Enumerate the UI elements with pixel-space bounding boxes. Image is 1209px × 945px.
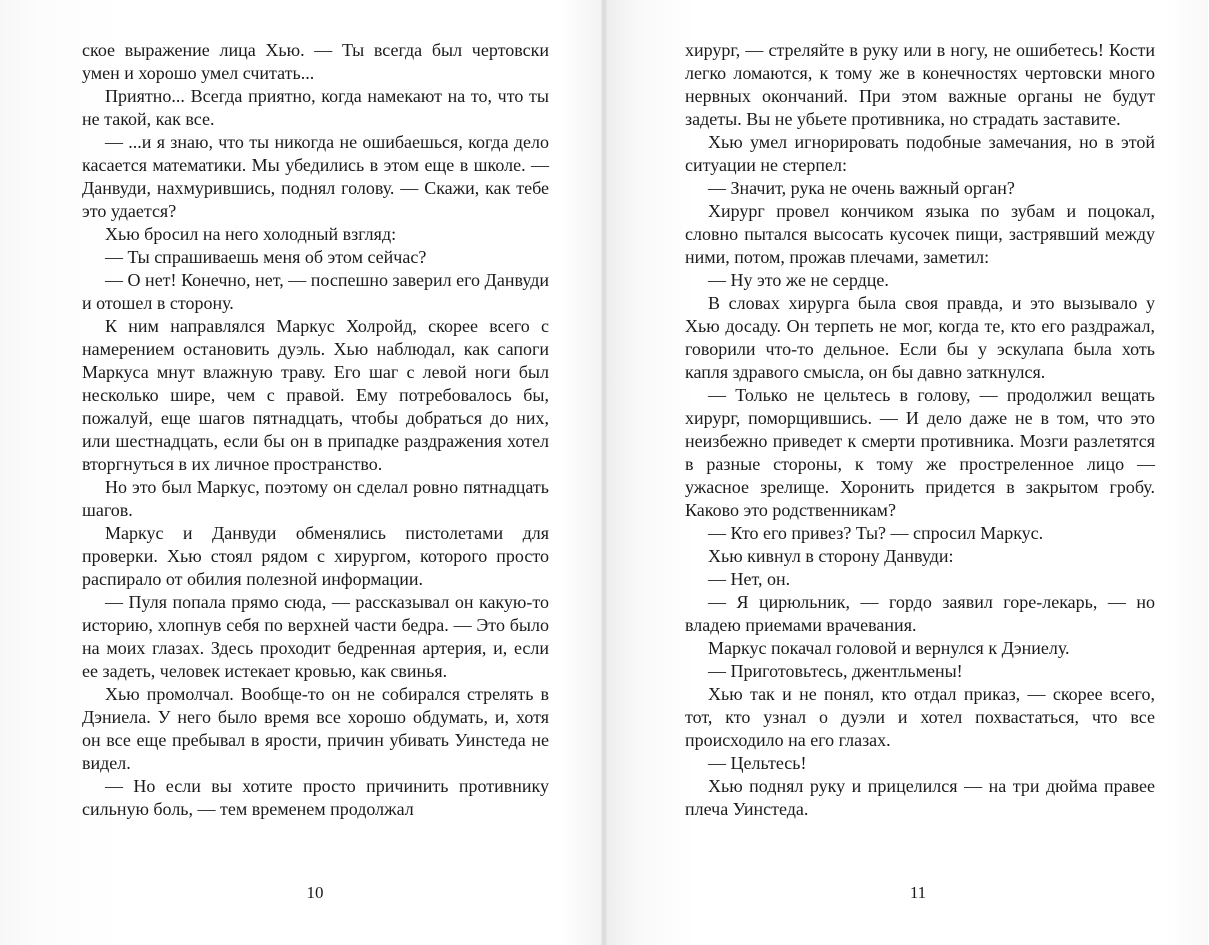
paragraph: — Значит, рука не очень важный орган? [708, 178, 1015, 198]
paragraph: — Кто его привез? Ты? — спросил Маркус. [708, 523, 1044, 543]
left-page-text [82, 39, 549, 821]
paragraph: ское выражение лица Хью. — Ты всегда был чертовски умен и хорошо умел считать... [82, 40, 549, 83]
paragraph: — Только не цельтесь в голову, — продолжил вещать хирург, поморщившись. — И дело даже не в том, что это неизбежно приведет к смерти противника. Мозги разлетятся в разные стороны, к тому же простреленное лицо — ужасное зрелище. Хоронить придется в закрытом гробу. Каково это родственникам? [685, 385, 1155, 520]
paragraph: Хирург провел кончиком языка по зубам и поцокал, словно пытался высосать кусочек пищи, застрявший между ними, потом, прожав плечами, заметил: [685, 201, 1155, 267]
paragraph: — Цельтесь! [708, 753, 807, 773]
paragraph: Маркус покачал головой и вернулся к Дэниелу. [708, 638, 1070, 658]
paragraph: Но это был Маркус, поэтому он сделал ровно пятнадцать шагов. [82, 477, 549, 520]
right-page [604, 0, 1208, 945]
book-gutter [601, 0, 607, 945]
right-page-text [685, 39, 1155, 821]
paragraph: — ...и я знаю, что ты никогда не ошибаешься, когда дело касается математики. Мы убедились в этом еще в школе. — Данвуди, нахмурившись, поднял голову. — Скажи, как тебе это удается? [82, 132, 549, 221]
paragraph: Хью промолчал. Вообще-то он не собирался стрелять в Дэниела. У него было время все хорошо обдумать, и, хотя он все еще пребывал в ярости, причин убивать Уинстеда не видел. [82, 684, 549, 773]
paragraph: Маркус и Данвуди обменялись пистолетами для проверки. Хью стоял рядом с хирургом, которого просто распирало от обилия полезной информации. [82, 523, 549, 589]
paragraph: — Приготовьтесь, джентльмены! [708, 661, 963, 681]
paragraph: Хью кивнул в сторону Данвуди: [708, 546, 954, 566]
paragraph: — Ты спрашиваешь меня об этом сейчас? [105, 247, 427, 267]
paragraph: хирург, — стреляйте в руку или в ногу, не ошибетесь! Кости легко ломаются, к тому же в конечностях чертовски много нервных окончаний. При этом важные органы не будут задеты. Вы не убьете противника, но страдать заставите. [685, 40, 1155, 129]
paragraph: — Я цирюльник, — гордо заявил горе-лекарь, — но владею приемами врачевания. [685, 592, 1155, 635]
paragraph: — Нет, он. [708, 569, 791, 589]
paragraph: Хью так и не понял, кто отдал приказ, — скорее всего, тот, кто узнал о дуэли и хотел похвастаться, что все происходило на его глазах. [685, 684, 1155, 750]
paragraph: — О нет! Конечно, нет, — поспешно заверил его Данвуди и отошел в сторону. [82, 270, 549, 313]
paragraph: Хью умел игнорировать подобные замечания, но в этой ситуации не стерпел: [685, 132, 1155, 175]
paragraph: Хью бросил на него холодный взгляд: [105, 224, 397, 244]
paragraph: — Пуля попала прямо сюда, — рассказывал он какую-то историю, хлопнув себя по верхней части бедра. — Это было на моих глазах. Здесь проходит бедренная артерия, и, если ее задеть, человек истекает кровью, как свинья. [82, 592, 549, 681]
page-number: 10 [306, 883, 324, 902]
paragraph: В словах хирурга была своя правда, и это вызывало у Хью досаду. Он терпеть не мог, когда те, кто его раздражал, говорили что-то дельное. Если бы у эскулапа была хоть капля здравого смысла, он бы давно заткнулся. [685, 293, 1155, 382]
paragraph: Хью поднял руку и прицелился — на три дюйма правее плеча Уинстеда. [685, 776, 1155, 819]
paragraph: К ним направлялся Маркус Холройд, скорее всего с намерением остановить дуэль. Хью наблюдал, как сапоги Маркуса мнут влажную траву. Его шаг с левой ноги был несколько шире, чем с правой. Ему потребовалось бы, пожалуй, еще шагов пятнадцать, чтобы добраться до них, или шестнадцать, если бы он в припадке раздражения хотел вторгнуться в их личное пространство. [82, 316, 549, 474]
page-number: 11 [909, 883, 927, 902]
left-page [0, 0, 604, 945]
paragraph: Приятно... Всегда приятно, когда намекают на то, что ты не такой, как все. [82, 86, 549, 129]
paragraph: — Ну это же не сердце. [708, 270, 889, 290]
paragraph: — Но если вы хотите просто причинить противнику сильную боль, — тем временем продолжал [82, 776, 549, 819]
